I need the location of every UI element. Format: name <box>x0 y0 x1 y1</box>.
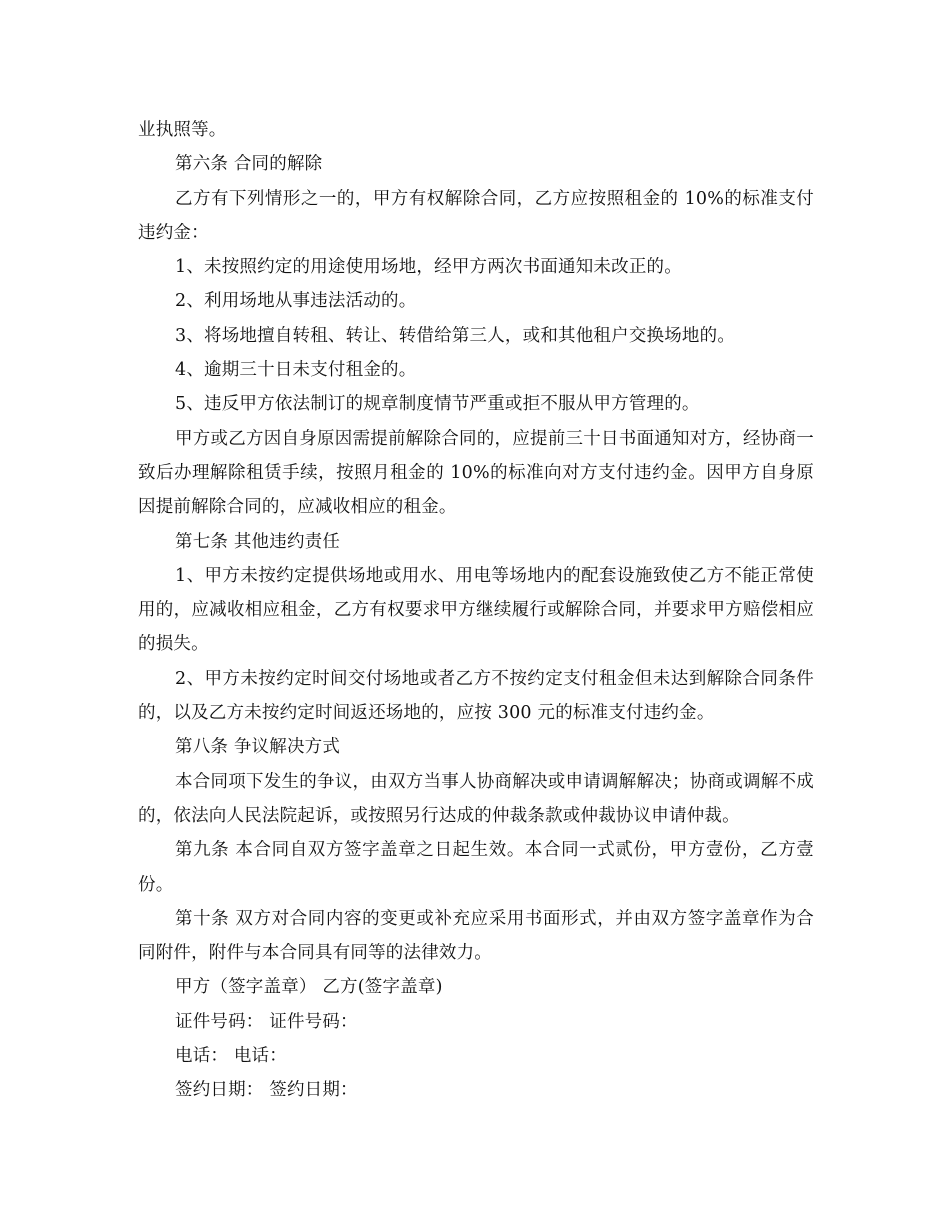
heading-article-8: 第八条 争议解决方式 <box>175 737 341 758</box>
list-item-1: 1、未按照约定的用途使用场地，经甲方两次书面通知未改正的。 <box>175 257 682 278</box>
list-item-4: 4、逾期三十日未支付租金的。 <box>175 360 417 381</box>
paragraph-liability-2: 2、甲方未按约定时间交付场地或者乙方不按约定支付租金但未达到解除合同条件的，以及乙方未按约定时间返还场地的，应按 300 元的标准支付违约金。 <box>138 668 814 724</box>
list-item-2: 2、利用场地从事违法活动的。 <box>175 291 417 312</box>
paragraph-termination-intro: 乙方有下列情形之一的，甲方有权解除合同，乙方应按照租金的 10%的标准支付违约金： <box>138 188 814 243</box>
heading-article-6: 第六条 合同的解除 <box>175 154 323 175</box>
list-item-5: 5、违反甲方依法制订的规章制度情节严重或拒不服从甲方管理的。 <box>175 394 700 415</box>
heading-article-7: 第七条 其他违约责任 <box>175 531 341 552</box>
paragraph-article-10: 第十条 双方对合同内容的变更或补充应采用书面形式，并由双方签字盖章作为合同附件，附件与本合同具有同等的法律效力。 <box>138 908 814 964</box>
signing-date-line: 签约日期： 签约日期： <box>175 1080 358 1101</box>
paragraph-dispute-resolution: 本合同项下发生的争议，由双方当事人协商解决或申请调解解决；协商或调解不成的，依法向人民法院起诉，或按照另行达成的仲裁条款或仲裁协议申请仲裁。 <box>138 771 814 826</box>
signature-line: 甲方（签字盖章） 乙方(签字盖章) <box>175 977 443 998</box>
paragraph-article-9: 第九条 本合同自双方签字盖章之日起生效。本合同一式贰份，甲方壹份，乙方壹份。 <box>138 840 814 895</box>
id-number-line: 证件号码： 证件号码： <box>175 1011 358 1032</box>
paragraph-license-continuation: 业执照等。 <box>138 120 227 140</box>
document-body <box>138 113 814 1108</box>
list-item-3: 3、将场地擅自转租、转让、转借给第三人，或和其他租户交换场地的。 <box>175 325 736 346</box>
paragraph-liability-1: 1、甲方未按约定提供场地或用水、用电等场地内的配套设施致使乙方不能正常使用的，应减收相应租金，乙方有权要求甲方继续履行或解除合同，并要求甲方赔偿相应的损失。 <box>138 565 814 655</box>
phone-line: 电话： 电话： <box>175 1046 287 1067</box>
paragraph-early-termination: 甲方或乙方因自身原因需提前解除合同的，应提前三十日书面通知对方，经协商一致后办理解除租赁手续，按照月租金的 10%的标准向对方支付违约金。因甲方自身原因提前解除合同的，应减收相应的租金。 <box>138 428 814 518</box>
